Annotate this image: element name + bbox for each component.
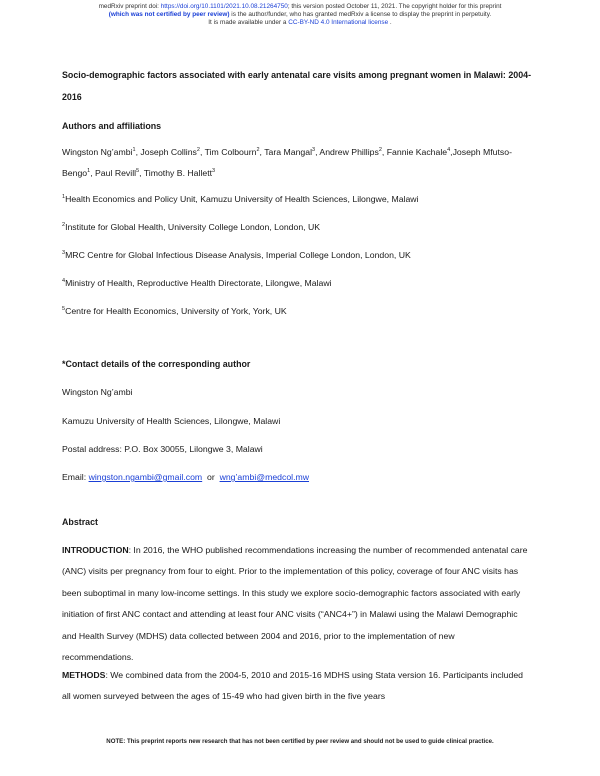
contact-institution: Kamuzu University of Health Sciences, Lilongwe, Malawi	[62, 416, 281, 426]
author-list	[62, 142, 538, 185]
author-affiliation-marker: 3	[312, 147, 316, 154]
doi-link[interactable]: https://doi.org/10.1101/2021.10.08.21264750	[160, 3, 288, 10]
author-name: Timothy B. Hallett	[143, 168, 213, 179]
author-affiliation-marker: 3	[212, 168, 216, 175]
abstract-introduction: INTRODUCTION: In 2016, the WHO published recommendations increasing the number of recommended antenatal care (ANC) visits per pregnancy from four to eight. Prior to the implementation of this policy, coverage of four ANC visits has been suboptimal in many low-income settings. In this study we explore socio-demographic factors associated with early initiation of first ANC contact and attending at least four ANC visits (“ANC4+”) in Malawi using the Malawi Demographic and Health Survey (MDHS) data collected between 2004 and 2016, prior to the implementation of new recommendations.	[62, 545, 528, 663]
author-separator: ,	[315, 147, 320, 157]
license-link[interactable]: CC-BY-ND 4.0 International license	[288, 19, 389, 26]
author-affiliation-marker: 2	[378, 147, 382, 154]
author-affiliation-marker: 5	[136, 168, 140, 175]
abstract-methods: METHODS: We combined data from the 2004-5, 2010 and 2015-16 MDHS using Stata version 16. Participants included all women surveyed between the ages of 15-49 who had given birth in the five years	[62, 670, 524, 702]
header-line-2: (which was not certified by peer review) is the author/funder, who has granted medRxiv a license to display the preprint in perpetuity.	[108, 11, 492, 18]
author-affiliation-marker: 1	[132, 147, 136, 154]
author-name: Tara Mangal	[264, 147, 312, 157]
introduction-label: INTRODUCTION	[62, 545, 129, 555]
affiliation-item	[62, 222, 534, 233]
paper-title: Socio-demographic factors associated with early antenatal care visits among pregnant women in Malawi: 2004-2016	[62, 70, 532, 102]
affiliation-item	[62, 278, 534, 289]
contact-email-line: Email: wingston.ngambi@gmail.com or wng’ambi@medcol.mw	[62, 472, 310, 482]
author-name: Paul Revill	[95, 168, 137, 179]
header-line-3: It is made available under a CC-BY-ND 4.0 International license .	[208, 19, 392, 26]
author-name: Andrew Phillips	[319, 147, 379, 157]
author-separator: ,	[90, 168, 96, 179]
contact-heading: *Contact details of the corresponding author	[62, 359, 251, 369]
author-separator: ,	[381, 147, 387, 157]
author-separator: ,	[139, 168, 144, 179]
author-name: Fannie Kachale	[386, 147, 448, 157]
author-separator: ,	[450, 147, 453, 157]
contact-postal-address: Postal address: P.O. Box 30055, Lilongwe 3, Malawi	[62, 444, 263, 454]
authors-heading: Authors and affiliations	[62, 121, 162, 131]
author-affiliation-marker: 2	[196, 147, 200, 154]
affiliation-text: Ministry of Health, Reproductive Health Directorate, Lilongwe, Malawi	[65, 278, 332, 288]
author-affiliation-marker: 1	[87, 168, 91, 175]
author-name: Joseph Mfutso-Bengo	[62, 147, 512, 179]
author-separator: ,	[135, 147, 141, 157]
author-name: Joseph Collins	[140, 147, 197, 157]
author-name: Tim Colbourn	[204, 147, 257, 157]
methods-label: METHODS	[62, 670, 106, 680]
affiliation-number: 2	[62, 222, 66, 229]
affiliation-number: 1	[62, 194, 66, 201]
affiliation-number: 3	[62, 250, 66, 257]
author-name: Wingston Ng’ambi	[62, 147, 133, 157]
affiliation-text: Health Economics and Policy Unit, Kamuzu University of Health Sciences, Lilongwe, Malawi	[65, 194, 419, 204]
preprint-footer-note: NOTE: This preprint reports new research that has not been certified by peer review and should not be used to guide clinical practice.	[106, 738, 494, 745]
affiliation-number: 4	[62, 278, 66, 285]
author-separator: ,	[259, 147, 265, 157]
author-affiliation-marker: 4	[447, 147, 451, 154]
affiliation-item	[62, 194, 534, 205]
affiliation-item	[62, 306, 534, 317]
email-link-1[interactable]: wingston.ngambi@gmail.com	[88, 472, 203, 482]
author-separator: ,	[199, 147, 205, 157]
header-line-1: medRxiv preprint doi: https://doi.org/10.1101/2021.10.08.21264750; this version posted October 11, 2021. The copyright holder for this preprint	[98, 3, 502, 10]
abstract-heading: Abstract	[62, 517, 99, 527]
affiliation-text: Institute for Global Health, University College London, London, UK	[65, 222, 321, 232]
affiliation-text: Centre for Health Economics, University of York, York, UK	[65, 306, 287, 316]
contact-name: Wingston Ng’ambi	[62, 387, 133, 397]
author-affiliation-marker: 2	[256, 147, 260, 154]
email-link-2[interactable]: wng’ambi@medcol.mw	[219, 472, 310, 482]
affiliation-number: 5	[62, 306, 66, 313]
affiliation-item	[62, 250, 534, 261]
affiliation-text: MRC Centre for Global Infectious Disease Analysis, Imperial College London, London, UK	[65, 250, 411, 260]
preprint-header	[0, 3, 600, 27]
